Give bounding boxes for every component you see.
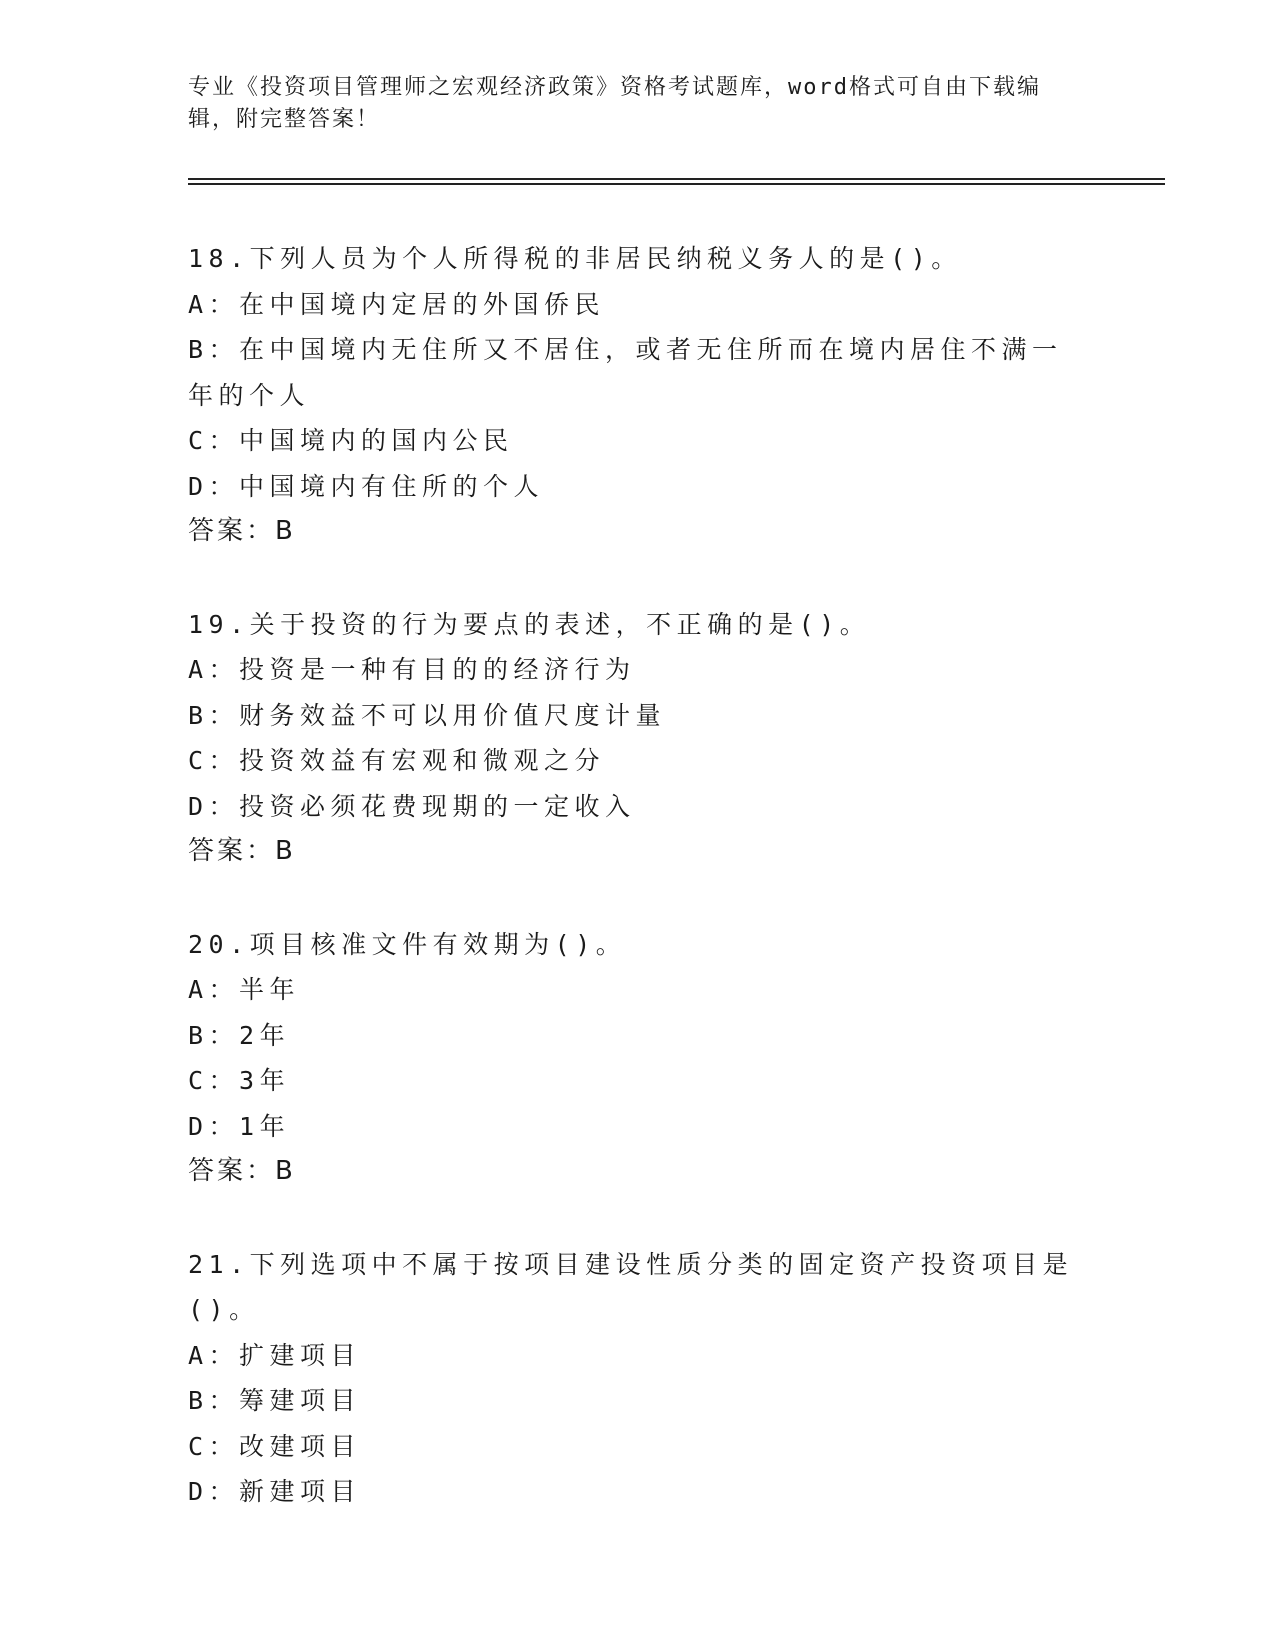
question-stem: 20.项目核准文件有效期为()。 xyxy=(188,929,627,959)
option-a: A：半年 xyxy=(188,975,301,1004)
question-stem: 21.下列选项中不属于按项目建设性质分类的固定资产投资项目是()。 xyxy=(188,1249,1074,1324)
option-b: B：在中国境内无住所又不居住，或者无住所而在境内居住不满一年的个人 xyxy=(188,335,1063,410)
option-d: D：投资必须花费现期的一定收入 xyxy=(188,791,636,821)
option-c: C：投资效益有宏观和微观之分 xyxy=(188,746,606,775)
option-b: B：财务效益不可以用价值尺度计量 xyxy=(188,700,667,730)
document-header: 专业《投资项目管理师之宏观经济政策》资格考试题库，word格式可自由下载编辑，附完整答案！ xyxy=(188,75,1041,132)
question-18 xyxy=(188,236,1088,555)
option-d: D：1年 xyxy=(188,1111,291,1141)
header-rule-top xyxy=(188,178,1165,180)
answer-line: 答案：B xyxy=(188,836,296,866)
option-c: C：中国境内的国内公民 xyxy=(188,426,514,455)
question-20 xyxy=(188,922,1088,1195)
question-stem: 18.下列人员为个人所得税的非居民纳税义务人的是()。 xyxy=(188,244,962,273)
option-a: A：投资是一种有目的的经济行为 xyxy=(188,655,636,684)
option-c: C：改建项目 xyxy=(188,1431,362,1461)
option-a: A：在中国境内定居的外国侨民 xyxy=(188,289,606,319)
answer-line: 答案：B xyxy=(188,1156,296,1186)
option-c: C：3年 xyxy=(188,1066,291,1095)
option-b: B：2年 xyxy=(188,1020,291,1050)
question-19 xyxy=(188,602,1088,875)
option-b: B：筹建项目 xyxy=(188,1386,362,1415)
option-a: A：扩建项目 xyxy=(188,1340,362,1370)
option-d: D：新建项目 xyxy=(188,1477,362,1506)
answer-line: 答案：B xyxy=(188,516,296,546)
question-stem: 19.关于投资的行为要点的表述，不正确的是()。 xyxy=(188,609,871,639)
option-d: D：中国境内有住所的个人 xyxy=(188,471,545,501)
question-21 xyxy=(188,1242,1088,1515)
header-rule-bottom xyxy=(188,183,1165,185)
question-list xyxy=(188,236,1088,1562)
